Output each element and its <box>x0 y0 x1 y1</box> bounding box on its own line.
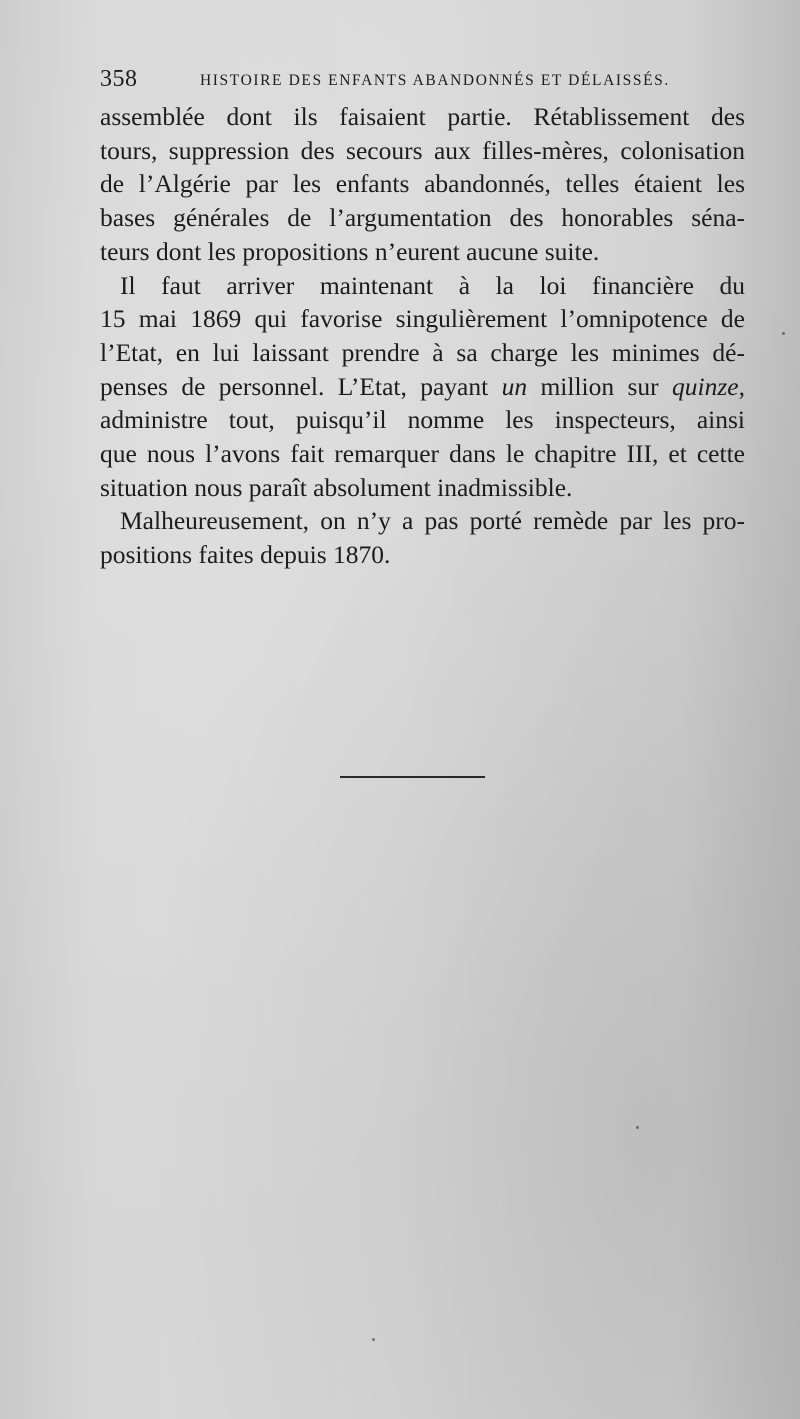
text-line-italic <box>100 370 745 404</box>
speck <box>372 1338 375 1341</box>
paragraph-1 <box>100 100 745 269</box>
text-line: situation nous paraît absolument inadmissible. <box>100 472 573 502</box>
text-line: teurs dont les propositions n’eurent aucune suite. <box>100 236 600 266</box>
text-line: administre tout, puisqu’il nomme les inspecteurs, ainsi <box>100 405 745 435</box>
text-line: positions faites depuis 1870. <box>100 540 391 570</box>
speck <box>636 1126 639 1129</box>
page-header <box>100 66 745 96</box>
body-text <box>100 100 745 572</box>
text-segment: million sur <box>527 371 673 401</box>
running-title: HISTOIRE DES ENFANTS ABANDONNÉS ET DÉLAISSÉS. <box>200 72 670 89</box>
text-line: Il faut arriver maintenant à la loi financière du <box>120 270 745 300</box>
paragraph-2 <box>100 269 745 505</box>
text-line: tours, suppression des secours aux filles-mères, colonisation <box>100 135 745 165</box>
text-line: bases générales de l’argumentation des honorables séna- <box>100 203 745 233</box>
text-segment: penses de personnel. L’Etat, payant <box>100 371 502 401</box>
italic-word-un: un <box>501 371 528 401</box>
text-line: l’Etat, en lui laissant prendre à sa charge les minimes dé- <box>100 337 745 367</box>
text-line: que nous l’avons fait remarquer dans le chapitre III, et cette <box>100 439 745 469</box>
section-rule <box>340 776 485 778</box>
text-line: assemblée dont ils faisaient partie. Rétablissement des <box>100 102 745 131</box>
text-line: Malheureusement, on n’y a pas porté remède par les pro- <box>120 506 745 536</box>
speck <box>782 332 785 335</box>
paragraph-3 <box>100 504 745 571</box>
page-number: 358 <box>100 66 138 92</box>
italic-word-quinze: quinze, <box>672 371 745 401</box>
text-line: de l’Algérie par les enfants abandonnés, telles étaient les <box>100 169 745 199</box>
text-line: 15 mai 1869 qui favorise singulièrement l’omnipotence de <box>100 304 745 334</box>
